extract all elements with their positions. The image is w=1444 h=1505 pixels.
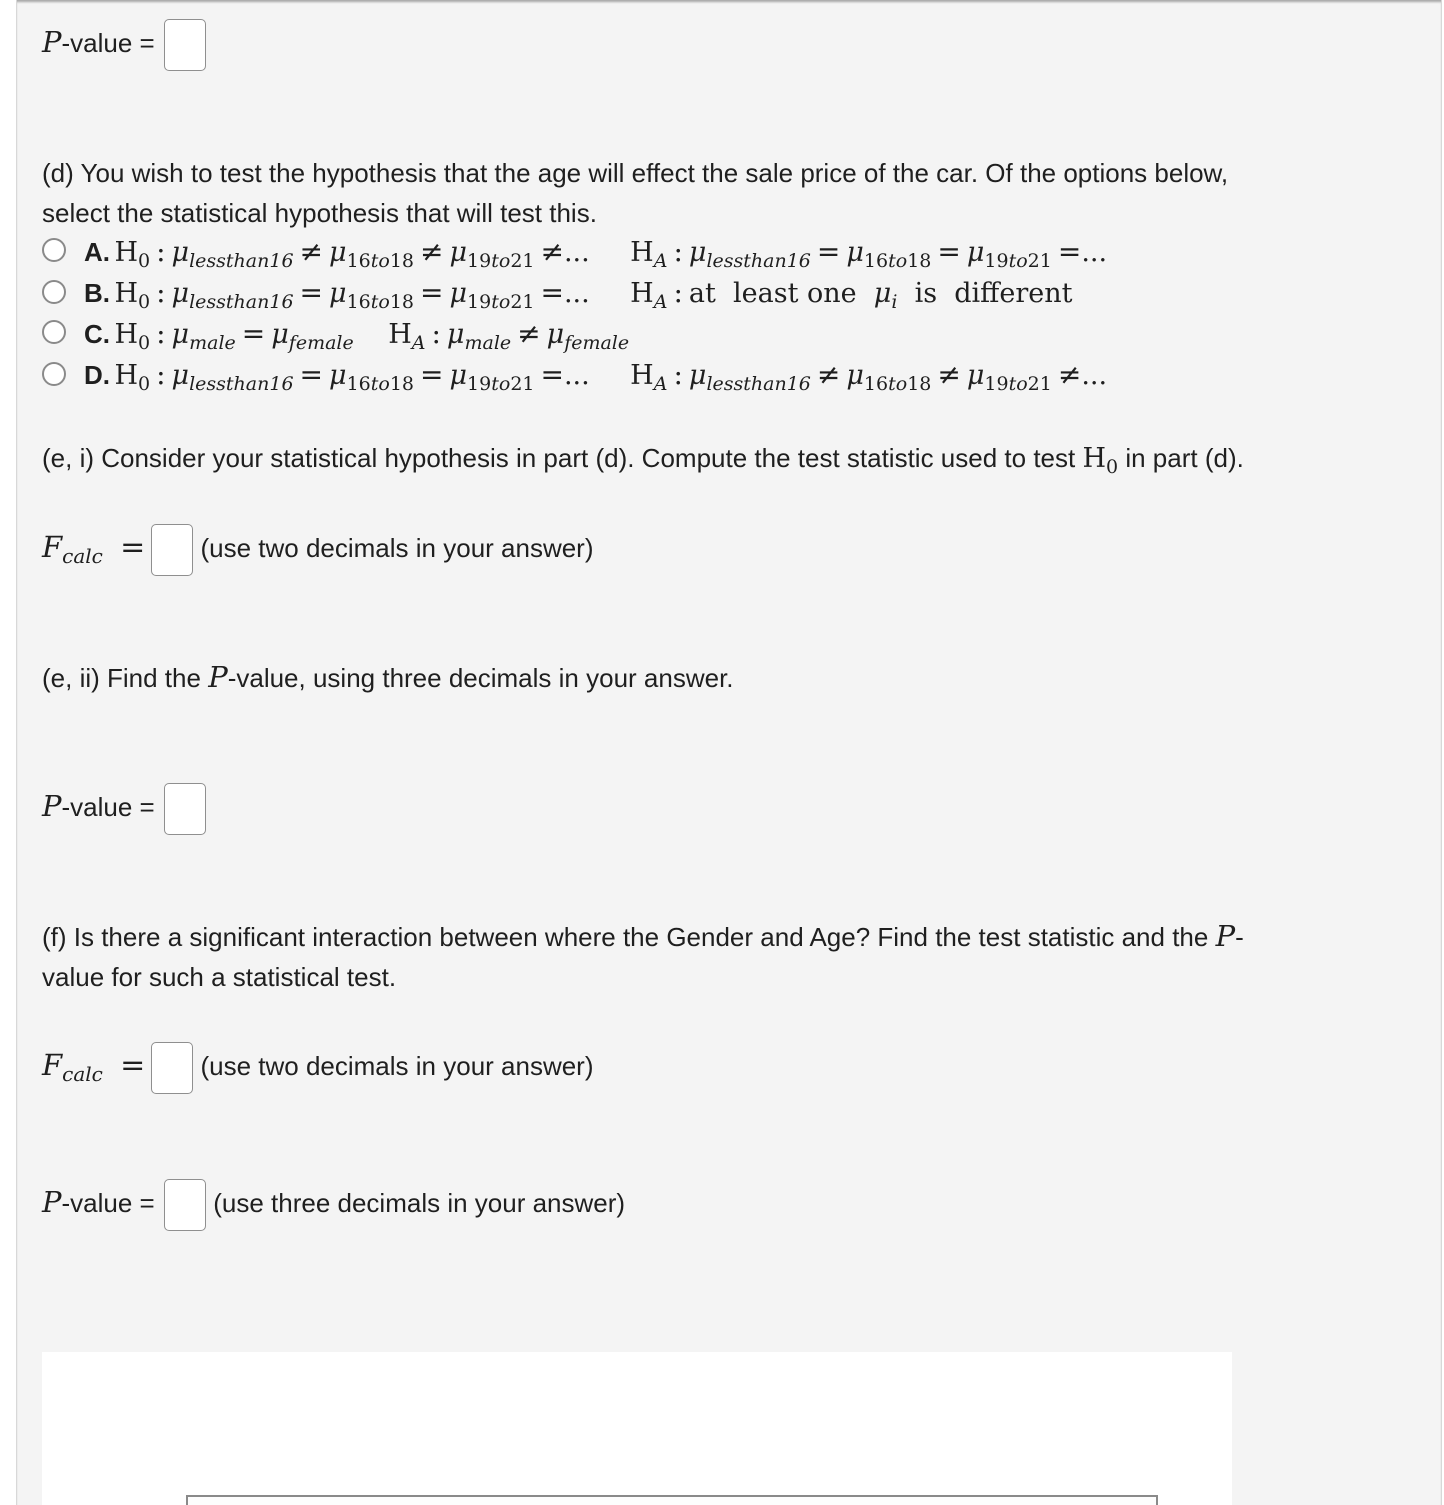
radio-option-c[interactable]	[42, 320, 66, 344]
question-e-i	[42, 438, 1402, 487]
h0-symbol	[1082, 443, 1119, 478]
f-var: F	[42, 530, 63, 564]
question-e-i-text-a: (e, i) Consider your statistical hypothesis in part (d). Compute the test statistic used to test	[42, 443, 1076, 473]
option-d-ha: $H_A$ : $\mu_{lessthan16} \ne \mu_{16to18} \ne \mu_{19to21}$ ≠...	[630, 358, 1108, 395]
f-calc-input-f[interactable]	[151, 1042, 193, 1094]
radio-option-a[interactable]	[42, 238, 66, 262]
option-a-h0: $H_0$ : $\mu_{lessthan16} \ne \mu_{16to18} \ne \mu_{19to21}$ ≠...	[114, 235, 590, 272]
f-sub: calc	[62, 1062, 103, 1086]
f-calc-input-e[interactable]	[151, 524, 193, 576]
option-c-ha: $H_A$ : $\mu_{male} \ne \mu_{female}$	[388, 317, 630, 354]
f-calc-row-f	[42, 1037, 594, 1093]
option-a-ha: $H_A$ : $\mu_{lessthan16} = \mu_{16to18} = \mu_{19to21}$ =...	[630, 235, 1108, 272]
embedded-frame-edge	[186, 1495, 1158, 1505]
option-c-h0: $H_0$ : $\mu_{male} = \mu_{female}$	[114, 317, 354, 354]
option-label: D.	[84, 360, 110, 390]
p-value-row-f	[42, 1174, 625, 1230]
p-var: P	[208, 660, 228, 694]
option-label: C.	[84, 319, 110, 349]
question-d	[42, 153, 1402, 233]
equals-sign: =	[120, 1048, 146, 1083]
question-f-text-b: -	[1235, 922, 1244, 952]
equals-sign: =	[120, 530, 146, 565]
p-value-input-top[interactable]	[164, 19, 206, 71]
p-value-input-f[interactable]	[164, 1179, 206, 1231]
p-value-hint-f: (use three decimals in your answer)	[213, 1188, 626, 1218]
question-f-line2: value for such a statistical test.	[42, 962, 397, 992]
option-d[interactable]	[84, 355, 1107, 395]
f-calc-hint-f: (use two decimals in your answer)	[200, 1051, 594, 1081]
p-value-row-top	[42, 14, 206, 70]
h0-subscript: 0	[1106, 456, 1119, 478]
question-f-line1	[42, 916, 1402, 957]
p-value-label: -value =	[61, 28, 155, 58]
question-d-line1: (d) You wish to test the hypothesis that the age will effect the sale price of the car. Of the options below,	[42, 158, 1229, 188]
f-calc-row-e	[42, 519, 594, 575]
f-var: F	[42, 1048, 63, 1082]
option-c[interactable]	[84, 314, 629, 354]
option-b-ha: $H_A$ : at least one $\mu_i$ is different	[630, 276, 1073, 313]
p-var: P	[42, 1185, 62, 1219]
p-var: P	[42, 789, 62, 823]
question-d-line2: select the statistical hypothesis that will test this.	[42, 198, 597, 228]
f-sub: calc	[62, 544, 103, 568]
p-value-row-e	[42, 778, 206, 834]
radio-option-b[interactable]	[42, 280, 66, 304]
radio-option-d[interactable]	[42, 362, 66, 386]
question-f-text-a: (f) Is there a significant interaction between where the Gender and Age? Find the test statistic and the	[42, 922, 1209, 952]
p-value-input-e[interactable]	[164, 783, 206, 835]
p-value-label: -value =	[61, 1188, 155, 1218]
option-b[interactable]	[84, 273, 1072, 313]
question-e-i-text-b: in part (d).	[1125, 443, 1244, 473]
p-value-label: -value =	[61, 792, 155, 822]
content-area	[42, 1352, 1232, 1505]
h0-letter: H	[1082, 443, 1107, 474]
p-var: P	[42, 25, 62, 59]
option-a[interactable]	[84, 232, 1107, 272]
f-calc-hint-e: (use two decimals in your answer)	[200, 533, 594, 563]
question-e-ii-text-a: (e, ii) Find the	[42, 663, 201, 693]
p-var: P	[1215, 919, 1236, 953]
option-label: B.	[84, 278, 110, 308]
question-e-ii	[42, 657, 1402, 698]
option-d-h0: $H_0$ : $\mu_{lessthan16} = \mu_{16to18} = \mu_{19to21}$ =...	[114, 358, 590, 395]
question-e-ii-text-b: -value, using three decimals in your answer.	[227, 663, 734, 693]
question-f	[42, 916, 1402, 997]
option-label: A.	[84, 237, 110, 267]
option-b-h0: $H_0$ : $\mu_{lessthan16} = \mu_{16to18} = \mu_{19to21}$ =...	[114, 276, 590, 313]
